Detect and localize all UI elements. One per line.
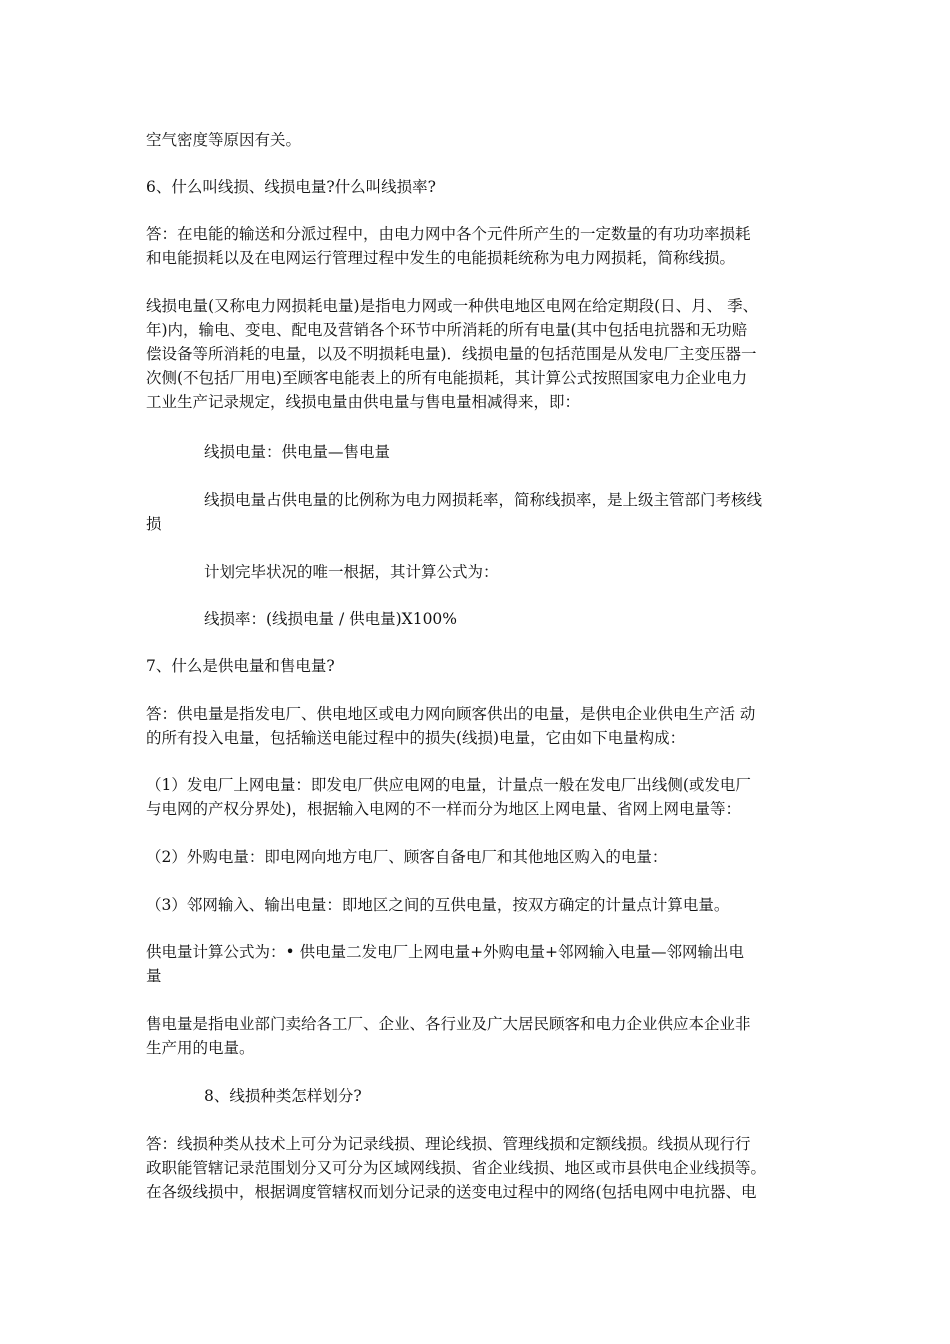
text-line: 政职能管辖记录范围划分又可分为区域网线损、省企业线损、地区或市县供电企业线损等。 <box>146 1159 767 1177</box>
paragraph-intro <box>146 128 808 152</box>
formula-intro <box>204 560 808 584</box>
answer-8 <box>146 1132 808 1204</box>
formula-line-loss-rate <box>204 607 808 631</box>
text-line: 线损电量占供电量的比例称为电力网损耗率，简称线损率，是上级主管部门考核线 <box>204 491 763 509</box>
text-line: 计划完毕状况的唯一根据，其计算公式为： <box>204 563 499 581</box>
item-3 <box>146 893 808 917</box>
text-line: 空气密度等原因有关。 <box>146 131 302 149</box>
text-line: 量 <box>146 967 162 985</box>
text-line: （3）邻网输入、输出电量：即地区之间的互供电量，按双方确定的计量点计算电量。 <box>146 896 730 914</box>
line-loss-rate-definition <box>204 488 808 512</box>
text-line: 工业生产记录规定，线损电量由供电量与售电量相减得来，即： <box>146 393 581 411</box>
question-7 <box>146 654 808 678</box>
text-line: 线损率：(线损电量 / 供电量)X100% <box>204 610 458 628</box>
formula-line-loss <box>204 440 808 464</box>
text-line: 7、什么是供电量和售电量? <box>146 657 335 675</box>
item-1 <box>146 773 808 821</box>
text-line: 损 <box>146 515 162 533</box>
text-line: 8、线损种类怎样划分? <box>204 1087 362 1105</box>
text-line: 和电能损耗以及在电网运行管理过程中发生的电能损耗统称为电力网损耗，简称线损。 <box>146 249 736 267</box>
text-line: 6、什么叫线损、线损电量?什么叫线损率? <box>146 178 436 196</box>
answer-7 <box>146 702 808 750</box>
text-line: 与电网的产权分界处)，根据输入电网的不一样而分为地区上网电量、省网上网电量等： <box>146 800 742 818</box>
question-6 <box>146 175 808 199</box>
text-line: 次侧(不包括厂用电)至顾客电能表上的所有电能损耗，其计算公式按照国家电力企业电力 <box>146 369 748 387</box>
text-line: 在各级线损中，根据调度管辖权而划分记录的送变电过程中的网络(包括电网中电抗器、电 <box>146 1183 757 1201</box>
sales-definition <box>146 1012 808 1060</box>
line-loss-definition <box>146 294 808 414</box>
question-8 <box>204 1084 808 1108</box>
text-line: 答：供电量是指发电厂、供电地区或电力网向顾客供出的电量，是供电企业供电生产活 动 <box>146 705 756 723</box>
text-line: 的所有投入电量，包括输送电能过程中的损失(线损)电量，它由如下电量构成： <box>146 729 686 747</box>
supply-formula <box>146 940 808 988</box>
text-line: 答：线损种类从技术上可分为记录线损、理论线损、管理线损和定额线损。线损从现行行 <box>146 1135 751 1153</box>
text-line: 线损电量：供电量—售电量 <box>204 443 391 461</box>
text-line: （1）发电厂上网电量：即发电厂供应电网的电量，计量点一般在发电厂出线侧(或发电厂 <box>146 776 751 794</box>
text-line: 线损电量(又称电力网损耗电量)是指电力网或一种供电地区电网在给定期段(日、月、 季、 <box>146 297 759 315</box>
item-2 <box>146 845 808 869</box>
text-line: 偿设备等所消耗的电量，以及不明损耗电量)．线损电量的包括范围是从发电厂主变压器一 <box>146 345 757 363</box>
answer-6 <box>146 222 808 270</box>
text-line: 供电量计算公式为：• 供电量二发电厂上网电量+外购电量+邻网输入电量—邻网输出电 <box>146 943 745 961</box>
text-line: 答：在电能的输送和分派过程中，由电力网中各个元件所产生的一定数量的有功功率损耗 <box>146 225 751 243</box>
text-line: 年)内，输电、变电、配电及营销各个环节中所消耗的所有电量(其中包括电抗器和无功赔 <box>146 321 748 339</box>
text-line: 售电量是指电业部门卖给各工厂、企业、各行业及广大居民顾客和电力企业供应本企业非 <box>146 1015 751 1033</box>
line-loss-rate-definition-tail <box>146 512 808 536</box>
text-line: （2）外购电量：即电网向地方电厂、顾客自备电厂和其他地区购入的电量： <box>146 848 668 866</box>
text-line: 生产用的电量。 <box>146 1039 255 1057</box>
